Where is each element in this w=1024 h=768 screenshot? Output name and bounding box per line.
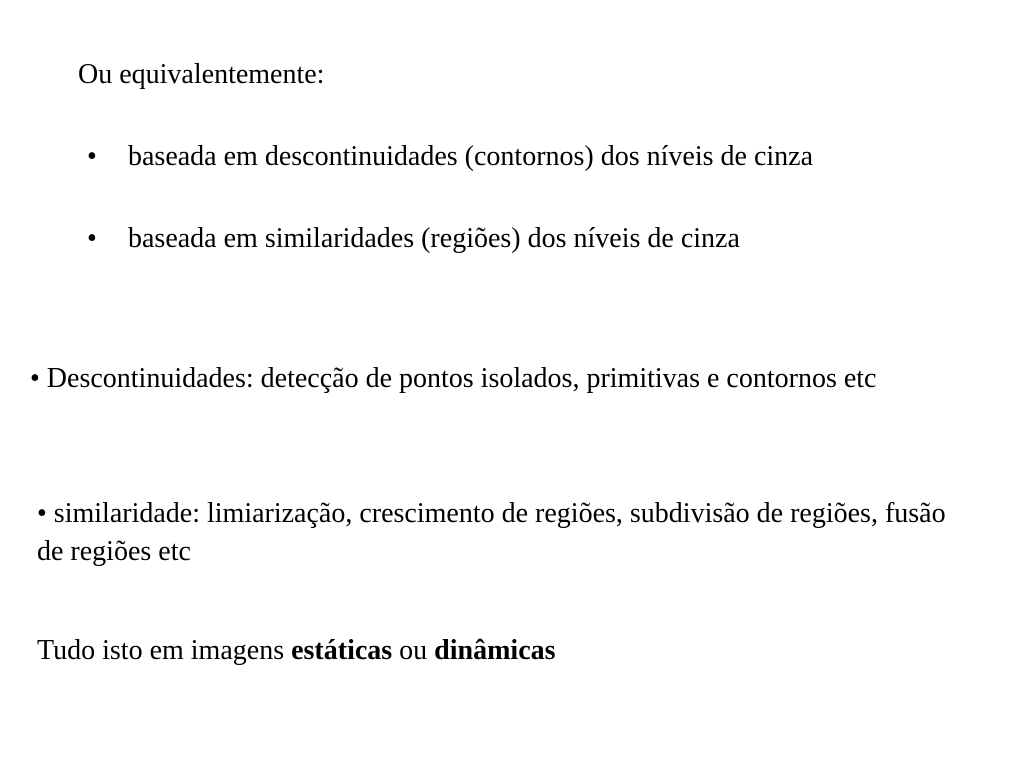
closing-prefix: Tudo isto em imagens [37, 635, 292, 666]
bullet-symbol: • [87, 223, 97, 254]
closing-middle: ou [392, 635, 435, 666]
closing-bold-dinamicas: dinâmicas [434, 635, 556, 666]
bullet-item-descontinuidades [87, 138, 813, 176]
descontinuidades-paragraph: • Descontinuidades: detecção de pontos isolados, primitivas e contornos etc [30, 363, 877, 394]
bullet-text: baseada em descontinuidades (contornos) dos níveis de cinza [128, 141, 814, 172]
bullet-item-similaridades [87, 220, 740, 258]
intro-text: Ou equivalentemente: [78, 59, 325, 90]
similaridade-paragraph: • similaridade: limiarização, crescimento de regiões, subdivisão de regiões, fusão de regiões etc [37, 498, 946, 567]
bullet-text: baseada em similaridades (regiões) dos níveis de cinza [128, 223, 740, 254]
closing-bold-estaticas: estáticas [291, 635, 393, 666]
closing-sentence [37, 632, 556, 670]
bullet-symbol: • [87, 141, 97, 172]
